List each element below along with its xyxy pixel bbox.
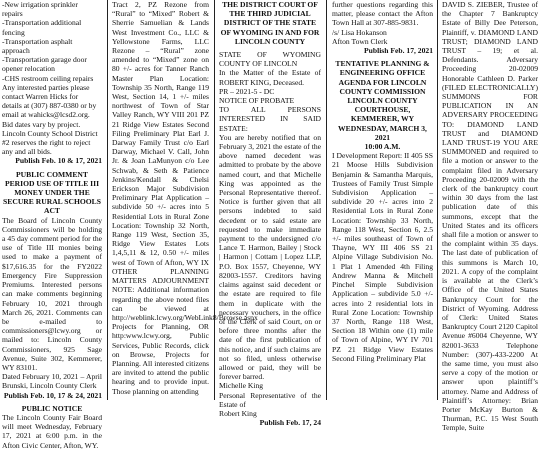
court-heading: THE DISTRICT COURT OF THE THIRD JUDICIAL DISTRICT OF THE STATE OF WYOMING IN AND FOR LINCOLN COUNTY	[220, 0, 320, 46]
probate-body: You are hereby notified that on February 3, 2021 the estate of the above named decedent was admitted to probate by the above named court, and that Michelle King was appointed as the Personal Representative thereof. Notice is further given that all persons indebted to said decedent or to said estate are requested to make immediate payment to the undersigned c/o Lance T. Harmon, Bailey | Stock | Harmon | Cottam | Lopez LLP, P.O. Box 1557, Cheyenne, WY 82003-1557. Creditors having claims against said decedent or the estate are required to file them in duplicate with the necessary vouchers, in the office of the Clerk of said Court, on or before three months after the date of the first publication of this notice, and if such claims are not so filed, unless otherwise allowed or paid, they will be forever barred.	[219, 132, 321, 382]
public-comment-notice	[2, 170, 102, 400]
signer-name: Michelle King	[219, 381, 264, 391]
notice-line: Lincoln County School District	[2, 128, 98, 138]
notice-dated: Dated February 10, 2021 – April Brunski, Lincoln County Clerk	[2, 372, 102, 391]
notice-line: -Transportation garage door	[2, 55, 87, 65]
notice-body: The Board of Lincoln County Commissioners will be holding a 45 day comment period for the use of Title III monies being used to make a payment of $17,616.35 for the FY2022 Emergency Fire Suppression Premiums. Interested persons can make comments beginning February 10, 2021 through March 26, 2021. Comments can be e-mailed to commissioners@lcwy.org or mailed to: Lincoln County Commissioners, 925 Sage Avenue, Suite 302, Kemmerer, WY 83101.	[2, 215, 102, 372]
column-divider	[214, 0, 215, 400]
notice-line: fencing	[2, 27, 25, 37]
notice-line: email at wahicks@lcsd2.org.	[2, 110, 90, 120]
notice-line: -CHS restroom ceiling repairs	[2, 73, 94, 83]
notice-line: #2 reserves the right to reject	[2, 138, 91, 148]
agenda-heading: TENTATIVE PLANNING & ENGINEERING OFFICE AGENDA FOR LINCOLN COUNTY COMMISSION LINCOLN COUNTY COURTHOUSE, KEMMERER, WY	[335, 59, 430, 124]
agenda-date: WEDNESDAY, MARCH 3, 2021	[338, 123, 427, 142]
publish-dates: Publish Feb. 10 & 17, 2021	[15, 156, 102, 166]
notice-line: -Transportation additional	[2, 18, 82, 28]
state-county-line: STATE OF WYOMING COUNTY OF LINCOLN	[219, 50, 321, 69]
column-divider	[107, 0, 108, 400]
addressee-line: TO ALL PERSONS INTERESTED IN SAID ESTATE:	[219, 105, 321, 133]
probate-number: PR – 2021-5 - DC	[219, 86, 275, 96]
notice-heading: PUBLIC COMMENT PERIOD USE OF TITLE III MONEY UNDER THE SECURE RURAL SCHOOLS ACT	[3, 169, 101, 216]
notice-line: repairs	[2, 9, 23, 19]
notice-heading: NOTICE OF PROBATE	[219, 96, 295, 106]
estate-matter: In the Matter of the Estate of ROBERT KING, Deceased.	[219, 68, 321, 87]
notice-line: contact Warren Hicks for	[2, 92, 79, 102]
column-divider	[326, 0, 327, 400]
notice-line: Bid dates vary by project.	[2, 119, 81, 129]
notice-line: opener relocation	[2, 64, 55, 74]
school-bids-notice	[2, 0, 102, 166]
fair-board-notice	[2, 404, 102, 450]
notice-line: approach	[2, 46, 30, 56]
notice-heading: PUBLIC NOTICE	[21, 403, 83, 413]
bankruptcy-summons: DAVID S. ZIEBER, Trustee of the Chapter 7 Bankruptcy Estate of Billy Dee Peterson, Plaintiff, v. DIAMOND LAND TRUST; DIAMOND LAND TRUST – 19; et al. Defendants. Adversary Proceeding 20-02009 Honorable Cathleen D. Parker (FILED ELECTRONICALLY) SUMMONS FOR PUBLICATION IN AN ADVERSARY PROCEEDING TO: DIAMOND LAND TRUST and DIAMOND LAND TRUST-19 YOU ARE SUMMONED and required to file a motion or answer to the complaint filed in Adversary Proceeding 20-02009 with the clerk of the bankruptcy court within 30 days from the last publication date of this summons, except that the United States and its officers shall file a motion or answer to the complaint within 35 days. The last date of publication of this summons is March 10, 2021. A copy of the complaint is available at the Clerk’s Office of the United States Bankruptcy Court for the District of Wyoming. Address of Clerk: United States Bankruptcy Court 2120 Capitol Avenue #6004 Cheyenne, WY 82001-3633 Telephone Number: (307)-433-2200 At the same time, you must also serve a copy of the motion or answer upon plaintiff’s attorney. Name and Address of Plaintiff’s Attorney: Brian Porter McKay Burton & Thurman, P.C. 15 West South Temple, Suite	[442, 0, 538, 433]
column-3	[219, 0, 321, 428]
notice-line: any and all bids.	[2, 147, 52, 157]
planning-agenda-continued: Tract 2, PZ Rezone from “Rural” to “Mixed” Robert & Sherrie Samuelian & Lands West Investment Co., LLC & Yellowstone Farms, LLC Rezone – “Rural” zone amended to “Mixed” zone on 80 +/- acres for Tanner Ranch Master Plan Location: Township 35 North, Range 119 West, Section 14, 1 +/- miles northwest of Town of Star Valley Ranch, WY VIII 201 PZ 21 Ridge View Estates Second Filing Preliminary Plat Earl J. Darway Family Trust c/o Earl Darway, Michael V. Call, John Jr. & Joan LaMunyon c/o Lee Schwab, & Seth & Patience Jenkins/Kendall & Chelsi Erickson Major Subdivision Preliminary Plat Application – subdivide 50 +/- acres into 5 Residential Lots in Rural Zone Location: Township 32 North, Range 119 West, Section 35, Ridge View Estates Lots 1,4,5,11 & 12, 0.50 +/- miles west of Town of Afton, WY IX OTHER PLANNING MATTERS ADJOURNMENT NOTE: Additional information regarding the above noted files can be viewed at http://weblink.lcwy.org/WebLink8/Browse.aspx Projects for Planning, OR http:www.lcwy.org, Public Services, Public Records, click on Browse, Projects for Planning. All interested citizens are invited to attend the public hearing and to provide input. Those planning on attending	[112, 0, 258, 396]
column-4	[332, 0, 433, 400]
signer-role: Afton Town Clerk	[332, 36, 388, 46]
agenda-body: I Development Report: II 405 SS 21 Moose Hills Subdivision Benjamin & Samantha Marquis, Trustees of Family Trust Simple Subdivision Application – subdivide 20 +/- acres into 2 Residential Lots in Rural Zone Location: Township 33 North, Range 118 West, Section 6, 2.5 +/- miles southeast of Town of Thayne, WY III 406 SS 21 Alpine Village Subdivision No. 1 Plat 1 Amended 4th Filing Andrew Manna & Mitchell Pinchel Simple Subdivision Application – subdivide 5.0 +/- acres into 2 residential lots in Rural Zone Location: Township 37 North, Range 118 West, Section 18 Within one (1) mile of Town of Alpine, WY IV 701 PZ 21 Ridge View Estates Second Filing Preliminary Plat	[332, 151, 433, 363]
column-divider	[437, 0, 438, 400]
signer-name: /s/ Lisa Hokanson	[332, 27, 387, 37]
publish-dates: Publish Feb. 17, 24	[259, 418, 321, 428]
notice-line: Any interested parties please	[2, 82, 90, 92]
publish-dates: Publish Feb. 10, 17 & 24, 2021	[3, 390, 102, 400]
column-1	[2, 0, 102, 450]
signer-role-2: Robert King	[219, 408, 257, 418]
column-5	[442, 0, 538, 433]
signer-role: Personal Representative of the Estate of	[219, 390, 321, 409]
agenda-time: 10:00 A.M.	[364, 142, 401, 152]
notice-line: details at (307) 887-0380 or by	[2, 101, 97, 111]
notice-line: -New irrigation sprinkler	[2, 0, 78, 9]
afton-notice-end: further questions regarding this matter, please contact the Afton Town Hall at 307-885-9831.	[332, 0, 433, 28]
notice-line: -Transportation asphalt	[2, 36, 73, 46]
publish-dates: Publish Feb. 17, 2021	[364, 46, 433, 56]
notice-body: The Lincoln County Fair Board will meet Wednesday, February 17, 2021 at 6:00 p.m. in the Afton Civic Center, Afton, WY.	[2, 412, 102, 450]
